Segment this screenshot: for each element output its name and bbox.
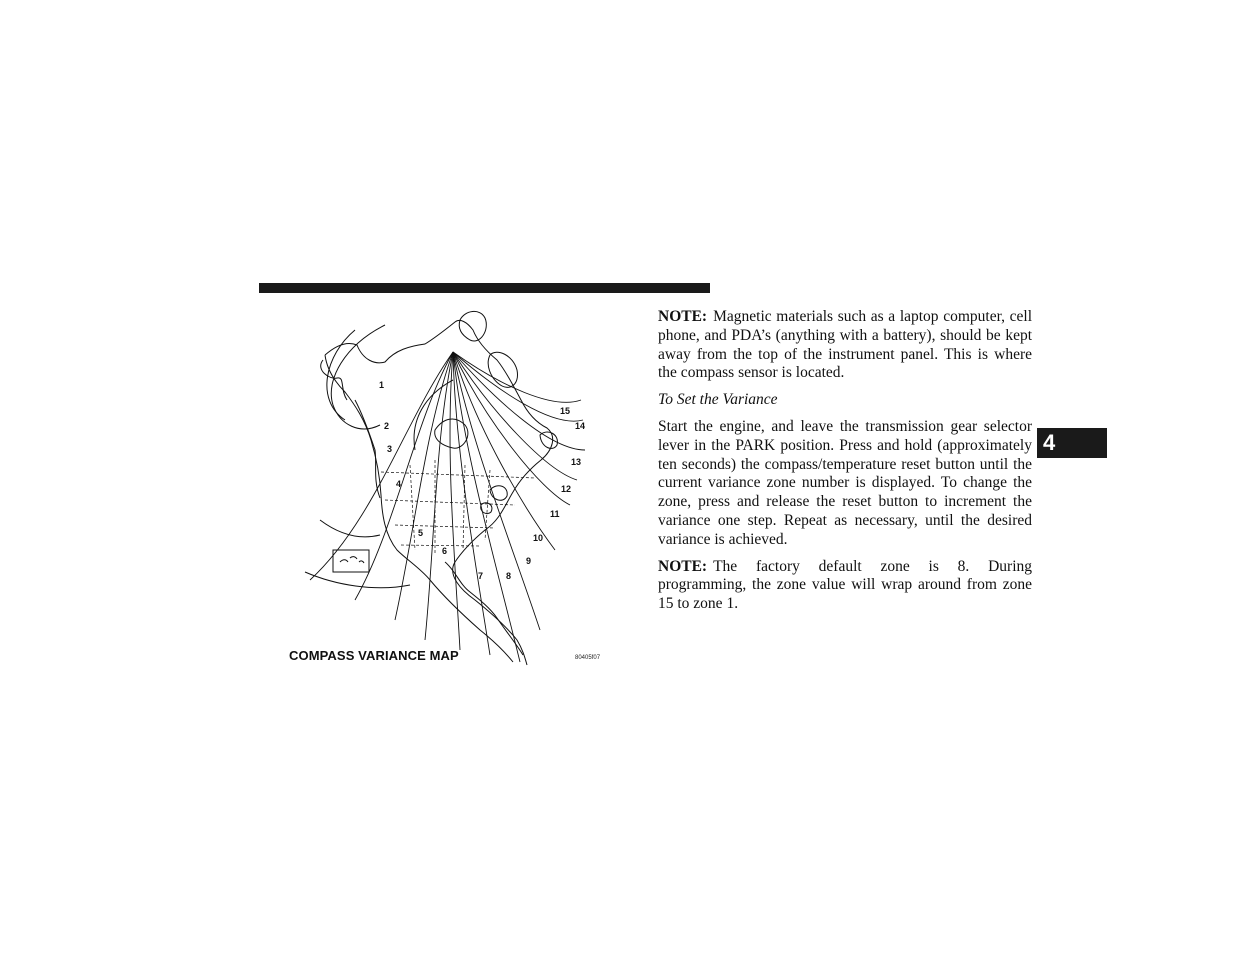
zone-label: 11 [550,509,560,519]
note-text: The factory default zone is 8. During programming, the zone value will wrap around from zone 15 to zone 1. [658,557,1032,613]
zone-label: 4 [396,479,402,489]
zone-label: 13 [571,457,582,467]
figure-code: 80405f07 [575,655,601,661]
zone-label: 8 [506,571,512,581]
note-paragraph [658,558,1032,614]
note-paragraph [658,308,1032,383]
zone-label: 7 [478,571,484,581]
zone-label: 14 [575,421,586,431]
zone-label: 9 [526,556,532,566]
zone-label: 1 [379,380,385,390]
zone-label: 15 [560,406,571,416]
note-text: Magnetic materials such as a laptop computer, cell phone, and PDA’s (anything with a battery), should be kept away from the top of the instrument panel. This is where the compass sensor is located. [658,308,1032,382]
zone-label: 10 [533,533,544,543]
note-label: NOTE: [658,557,708,575]
compass-variance-map-figure [285,300,620,672]
compass-variance-map [285,300,620,672]
figure-caption: COMPASS VARIANCE MAP [289,648,459,663]
body-text-column [658,308,1032,622]
zone-label: 5 [418,528,424,538]
zone-label: 6 [442,546,448,556]
note-label: NOTE: [658,308,708,325]
section-subheading: To Set the Variance [658,391,778,409]
header-rule [259,283,710,293]
zone-label: 2 [384,421,390,431]
zone-label: 12 [561,484,572,494]
continent-outline [325,320,553,665]
instruction-paragraph: Start the engine, and leave the transmission gear selector lever in the PARK position. Press and hold (approximately ten seconds) the compass/temperature reset button until the current variance zone number is displayed. To change the zone, press and release the reset button to increment the variance one step. Repeat as necessary, until the desired variance is achieved. [658,417,1032,548]
zone-label: 3 [387,444,393,454]
chapter-tab: 4 [1037,428,1107,458]
